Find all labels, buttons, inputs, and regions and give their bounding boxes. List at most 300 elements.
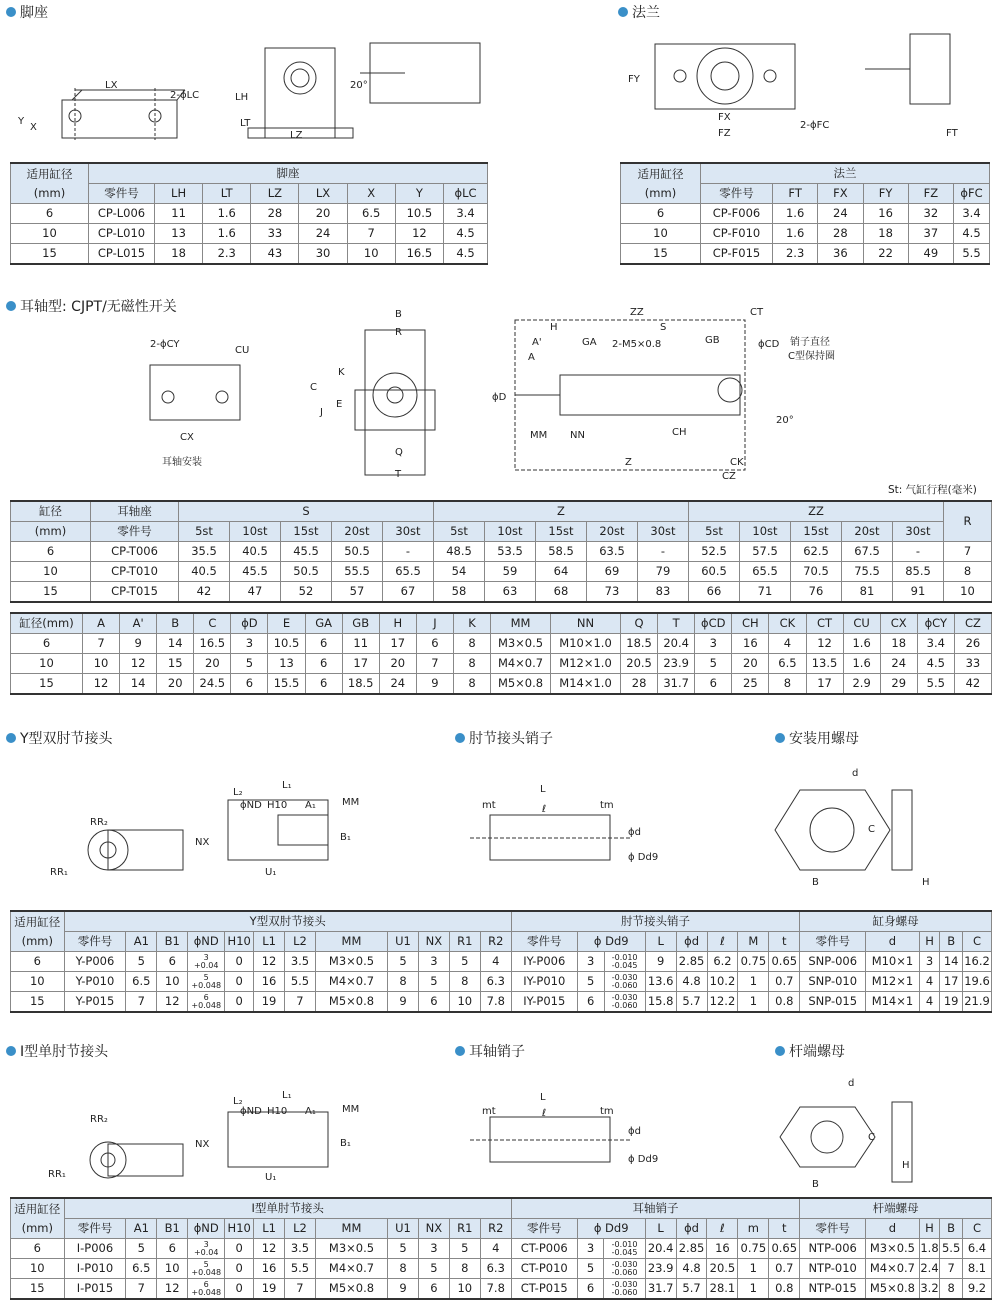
flange-drawing	[610, 24, 995, 144]
table-cell: 11	[155, 204, 203, 224]
svg-text:A₁: A₁	[305, 800, 316, 811]
tolerance-cell	[188, 992, 225, 1013]
table-cell: 0.65	[769, 1239, 800, 1259]
svg-text:CZ: CZ	[722, 471, 736, 482]
tolerance-lower: +0.048	[191, 1000, 222, 1010]
table-row	[621, 204, 990, 224]
svg-text:d: d	[848, 1078, 855, 1089]
table-cell: 8	[388, 972, 419, 992]
column-header: H	[379, 613, 416, 634]
table-cell: 6	[11, 634, 83, 654]
column-header: LZ	[251, 184, 299, 204]
table-cell: 4	[919, 972, 940, 992]
table-cell: M5×0.8	[491, 674, 551, 695]
table-cell: 0	[225, 972, 254, 992]
table-cell: 16.2	[962, 952, 991, 972]
tolerance-lower: +0.04	[193, 1247, 219, 1257]
svg-text:ℓ: ℓ	[542, 1108, 547, 1119]
table-cell: 66	[689, 582, 740, 603]
table-cell: CP-L010	[89, 224, 155, 244]
column-header: 10st	[230, 522, 281, 542]
table-cell: 9	[388, 992, 419, 1013]
header-cell: 适用缸径 (mm)	[11, 163, 89, 204]
tolerance-upper: -0.030	[611, 1279, 638, 1289]
table-cell: 0	[225, 952, 254, 972]
table-cell: 3	[231, 634, 268, 654]
foot-mount-drawing	[10, 28, 510, 143]
svg-text:CX: CX	[180, 432, 194, 443]
table-cell: 24	[818, 204, 863, 224]
table-cell: CT-P006	[511, 1239, 577, 1259]
table-cell: 33	[954, 654, 991, 674]
table-cell: 69	[587, 562, 638, 582]
table-cell: 7	[940, 1259, 963, 1279]
trunnion-drawing	[140, 305, 840, 485]
tolerance-upper: 5	[203, 1259, 209, 1269]
column-header: B	[157, 613, 194, 634]
table-cell: 83	[638, 582, 689, 603]
column-header: B1	[157, 932, 188, 952]
svg-text:C: C	[868, 1132, 875, 1143]
column-header: 15st	[791, 522, 842, 542]
svg-text:ϕND: ϕND	[240, 800, 262, 811]
svg-text:K: K	[338, 367, 345, 378]
table-cell: 6.5	[126, 972, 157, 992]
bullet-icon	[6, 7, 16, 17]
table-cell: 16	[254, 1259, 285, 1279]
table-cell: 23.9	[658, 654, 695, 674]
column-header: ϕD	[231, 613, 268, 634]
table-cell: 26	[954, 634, 991, 654]
column-header: L2	[285, 1219, 316, 1239]
table-cell: CP-T015	[91, 582, 179, 603]
table-cell: 5	[577, 972, 604, 992]
column-header: NX	[418, 1219, 449, 1239]
svg-text:20°: 20°	[350, 80, 368, 91]
column-header: 零件号	[511, 1219, 577, 1239]
table-cell: 9	[645, 952, 676, 972]
table-cell: 4.5	[954, 224, 990, 244]
svg-text:B₁: B₁	[340, 832, 351, 843]
table-cell: 4.5	[444, 224, 488, 244]
svg-text:T: T	[395, 469, 402, 480]
table-cell: 63.5	[587, 542, 638, 562]
table-cell: 7	[944, 542, 992, 562]
svg-text:LT: LT	[240, 118, 251, 129]
svg-text:LX: LX	[105, 80, 118, 91]
table-cell: 0.75	[738, 952, 769, 972]
table-row	[621, 244, 990, 265]
column-header: MM	[315, 932, 387, 952]
tolerance-cell	[188, 952, 225, 972]
table-cell: 10	[449, 992, 480, 1013]
table-cell: M12×1	[866, 972, 920, 992]
table-cell: 5	[126, 1239, 157, 1259]
column-header: 缸径(mm)	[11, 613, 83, 634]
table-cell: 81	[842, 582, 893, 603]
table-cell: CT-P010	[511, 1259, 577, 1279]
column-header: 零件号	[64, 1219, 126, 1239]
tolerance-lower: -0.060	[611, 980, 638, 990]
table-cell: 5	[449, 1239, 480, 1259]
svg-text:MM: MM	[530, 430, 548, 441]
column-header: H10	[225, 1219, 254, 1239]
table-cell: 12	[254, 952, 285, 972]
column-header: 20st	[332, 522, 383, 542]
table-cell: 14	[157, 634, 194, 654]
svg-text:A': A'	[532, 337, 542, 348]
svg-text:CK: CK	[730, 457, 744, 468]
column-header: A'	[120, 613, 157, 634]
table-cell: 0.7	[769, 972, 800, 992]
table-cell: 45.5	[281, 542, 332, 562]
section-foot: 脚座	[6, 2, 48, 22]
table-cell: 3.2	[919, 1279, 940, 1300]
table-cell: 8	[388, 1259, 419, 1279]
table-cell: 3.4	[444, 204, 488, 224]
column-header: 零件号	[511, 932, 577, 952]
column-header: U1	[388, 932, 419, 952]
table-cell: 20	[157, 674, 194, 695]
table-cell: M14×1	[866, 992, 920, 1013]
table-row	[11, 1239, 992, 1259]
foot-table: 适用缸径 (mm) 脚座 零件号 LH LT LZ LX X Y ϕLC 6 CP-L006 11 1.6 28 20 6.5 10.5 3.4 10 CP-L010 13 1.6 33 24 7 12 4.5 15 CP-L015 18 2.3 43 30 10 16.5 4.5	[10, 162, 488, 265]
table-cell: 0.65	[769, 952, 800, 972]
svg-text:L₂: L₂	[233, 787, 243, 798]
table-cell: 62.5	[791, 542, 842, 562]
table-cell: 0.8	[769, 992, 800, 1013]
column-header: ϕCD	[695, 613, 732, 634]
tolerance-lower: -0.060	[611, 1000, 638, 1010]
column-header: 5st	[689, 522, 740, 542]
table-cell: 10	[347, 244, 395, 265]
table-cell: 24.5	[194, 674, 231, 695]
table-cell: 19	[254, 992, 285, 1013]
table-cell: 79	[638, 562, 689, 582]
dimension-table	[10, 612, 992, 695]
svg-text:X: X	[30, 122, 37, 133]
table-cell: 57	[332, 582, 383, 603]
table-cell: 70.5	[791, 562, 842, 582]
column-header: 30st	[383, 522, 434, 542]
svg-text:耳轴安装: 耳轴安装	[162, 457, 202, 468]
column-header: H	[919, 1219, 940, 1239]
table-cell: M10×1	[866, 952, 920, 972]
svg-text:RR₂: RR₂	[90, 1114, 108, 1125]
table-cell: 19	[940, 992, 963, 1013]
table-cell: 14	[120, 674, 157, 695]
table-cell: 30	[299, 244, 347, 265]
table-cell: NTP-006	[800, 1239, 866, 1259]
svg-text:FZ: FZ	[718, 128, 731, 139]
svg-text:S: S	[660, 322, 667, 333]
svg-text:L₁: L₁	[282, 1090, 292, 1101]
svg-text:ZZ: ZZ	[630, 307, 644, 318]
column-header: CZ	[954, 613, 991, 634]
section-flange: 法兰	[618, 2, 660, 22]
svg-text:H: H	[902, 1160, 910, 1171]
tolerance-upper: -0.030	[611, 1259, 638, 1269]
table-cell: 5	[418, 972, 449, 992]
table-cell: 1.6	[203, 224, 251, 244]
table-cell: 4.8	[676, 972, 707, 992]
table-cell: 31.7	[658, 674, 695, 695]
table-cell: 6.2	[707, 952, 738, 972]
table-cell: 15	[11, 992, 65, 1013]
svg-text:B: B	[812, 877, 819, 888]
svg-text:GB: GB	[705, 335, 720, 346]
column-header: 5st	[434, 522, 485, 542]
column-header: 15st	[281, 522, 332, 542]
table-cell: 12	[120, 654, 157, 674]
svg-text:B₁: B₁	[340, 1138, 351, 1149]
table-cell: 35.5	[179, 542, 230, 562]
column-header: CK	[769, 613, 806, 634]
table-cell: 6	[416, 634, 453, 654]
table-cell: 18	[880, 634, 917, 654]
table-cell: 15.5	[268, 674, 305, 695]
table-cell: 1.6	[203, 204, 251, 224]
tolerance-upper: 3	[203, 1239, 209, 1249]
table-cell: 20.5	[707, 1259, 738, 1279]
svg-text:C型保持圈: C型保持圈	[788, 351, 835, 362]
table-cell: M4×0.7	[866, 1259, 920, 1279]
svg-text:E: E	[336, 399, 343, 410]
table-cell: 49	[908, 244, 953, 265]
section-i-joint: I型单肘节接头	[6, 1041, 108, 1061]
tolerance-cell	[604, 952, 645, 972]
tolerance-lower: +0.048	[191, 1267, 222, 1277]
table-cell: 17	[342, 654, 379, 674]
svg-text:2-ϕCY: 2-ϕCY	[150, 339, 180, 350]
column-header: 零件号	[64, 932, 126, 952]
table-cell: 6	[11, 542, 91, 562]
table-cell: 24	[880, 654, 917, 674]
column-header: ϕND	[188, 1219, 225, 1239]
column-header: FT	[773, 184, 818, 204]
stroke-note: St: 气缸行程(毫米)	[888, 484, 977, 496]
table-row	[11, 972, 992, 992]
trunnion-table: 缸径 耳轴座 S Z ZZ R (mm) 零件号 5st 10st 15st 20st 30st 5st 10st 15st 20st 30st 5st 10st 15st 20st 30st 6 CP-T006 35.5 40.5 45.5 50.5 - 48.5 53.5 58.5 63.5 - 52.5 57.5 62.5 67.5 - 7 10 CP-T010 40.5 45.5 50.5 55.5 65.5 54 59 64 69 79 60.5 65.5 70.5 75.5 85.5 8 15 CP-T015 42 47 52 57 67 58 63 68 73 83 66 71 76 81 91 10	[10, 500, 992, 603]
table-cell: 50.5	[281, 562, 332, 582]
table-cell: 2.4	[919, 1259, 940, 1279]
table-cell: 6	[621, 204, 701, 224]
table-cell: 55.5	[332, 562, 383, 582]
svg-text:d: d	[852, 768, 859, 779]
table-cell: 68	[536, 582, 587, 603]
svg-text:mt: mt	[482, 1106, 496, 1117]
svg-text:ϕCD: ϕCD	[758, 339, 780, 350]
tolerance-upper: -0.010	[611, 1239, 638, 1249]
table-cell: 7	[347, 224, 395, 244]
svg-text:2-M5×0.8: 2-M5×0.8	[612, 339, 662, 350]
table-cell: 6	[695, 674, 732, 695]
table-cell: 4.8	[676, 1259, 707, 1279]
table-cell: CT-P015	[511, 1279, 577, 1300]
svg-text:GA: GA	[582, 337, 597, 348]
table-cell: 6	[577, 1279, 604, 1300]
table-cell: IY-P006	[511, 952, 577, 972]
table-cell: 2.9	[843, 674, 880, 695]
table-cell: 28	[251, 204, 299, 224]
table-cell: 12.2	[707, 992, 738, 1013]
column-header: 20st	[842, 522, 893, 542]
column-header: H	[919, 932, 940, 952]
table-cell: 1	[738, 1279, 769, 1300]
bullet-icon	[455, 733, 465, 743]
table-cell: 0	[225, 1239, 254, 1259]
table-cell: 12	[254, 1239, 285, 1259]
table-cell: 0.8	[769, 1279, 800, 1300]
svg-text:Z: Z	[625, 457, 632, 468]
table-cell: 58	[434, 582, 485, 603]
table-cell: 6	[418, 992, 449, 1013]
column-header: B	[940, 932, 963, 952]
column-header: A	[83, 613, 120, 634]
table-cell: 7	[285, 992, 316, 1013]
table-cell: 52.5	[689, 542, 740, 562]
table-cell: 8.1	[962, 1259, 991, 1279]
table-cell: CP-T006	[91, 542, 179, 562]
column-header: FY	[863, 184, 908, 204]
column-header: t	[769, 1219, 800, 1239]
column-header: 10st	[485, 522, 536, 542]
table-cell: 6.3	[480, 972, 511, 992]
table-cell: 10	[11, 562, 91, 582]
section-rod-nut: 杆端螺母	[775, 1041, 845, 1061]
svg-text:L: L	[540, 1092, 546, 1103]
table-cell: 13	[268, 654, 305, 674]
table-cell: 23.9	[645, 1259, 676, 1279]
table-cell: SNP-015	[800, 992, 866, 1013]
table-cell: M10×1.0	[551, 634, 621, 654]
table-cell: 1	[738, 972, 769, 992]
table-cell: 8	[453, 634, 490, 654]
column-header: d	[866, 1219, 920, 1239]
table-cell: -	[383, 542, 434, 562]
table-cell: SNP-010	[800, 972, 866, 992]
table-cell: NTP-015	[800, 1279, 866, 1300]
table-cell: 6.5	[347, 204, 395, 224]
column-header: LH	[155, 184, 203, 204]
svg-text:FX: FX	[718, 112, 731, 123]
table-cell: M5×0.8	[866, 1279, 920, 1300]
table-cell: I-P015	[64, 1279, 126, 1300]
table-cell: 5.7	[676, 1279, 707, 1300]
table-cell: 8	[769, 674, 806, 695]
table-cell: M3×0.5	[491, 634, 551, 654]
table-cell: 15.8	[645, 992, 676, 1013]
table-cell: CP-F006	[701, 204, 773, 224]
table-cell: 2.85	[676, 1239, 707, 1259]
column-header: FX	[818, 184, 863, 204]
table-row	[11, 1279, 992, 1300]
table-cell: 1.8	[919, 1239, 940, 1259]
tolerance-cell	[604, 1279, 645, 1300]
tolerance-upper: -0.030	[611, 992, 638, 1002]
svg-text:C: C	[310, 382, 317, 393]
column-header: A1	[126, 1219, 157, 1239]
tolerance-upper: -0.010	[611, 952, 638, 962]
table-cell: 16	[707, 1239, 738, 1259]
svg-text:H10: H10	[267, 800, 288, 811]
bullet-icon	[618, 7, 628, 17]
table-cell: 17	[940, 972, 963, 992]
tolerance-lower: -0.060	[611, 1267, 638, 1277]
table-cell: 15	[11, 674, 83, 695]
table-cell: 7	[126, 1279, 157, 1300]
column-header: 5st	[179, 522, 230, 542]
table-row	[11, 992, 992, 1013]
section-trunnion: 耳轴型: CJPT/无磁性开关	[6, 296, 177, 316]
table-cell: 3	[919, 952, 940, 972]
table-cell: 13.5	[806, 654, 843, 674]
table-cell: 40.5	[230, 542, 281, 562]
table-cell: 42	[179, 582, 230, 603]
table-cell: 45.5	[230, 562, 281, 582]
table-cell: 33	[251, 224, 299, 244]
tolerance-lower: +0.04	[193, 960, 219, 970]
table-row	[11, 634, 992, 654]
table-cell: 6	[157, 952, 188, 972]
table-row	[11, 204, 488, 224]
table-cell: 8	[449, 1259, 480, 1279]
svg-text:L₂: L₂	[233, 1096, 243, 1107]
svg-text:NX: NX	[195, 837, 210, 848]
column-header: LT	[203, 184, 251, 204]
table-cell: 16	[863, 204, 908, 224]
svg-text:RR₁: RR₁	[50, 867, 68, 878]
table-cell: 1.6	[843, 654, 880, 674]
table-cell: 12	[83, 674, 120, 695]
table-cell: 16.5	[194, 634, 231, 654]
svg-text:2-ϕLC: 2-ϕLC	[170, 90, 200, 101]
table-cell: 48.5	[434, 542, 485, 562]
svg-text:U₁: U₁	[265, 1172, 277, 1183]
table-cell: 5.5	[917, 674, 954, 695]
table-cell: 15	[11, 1279, 65, 1300]
table-cell: I-P006	[64, 1239, 126, 1259]
table-cell: M14×1.0	[551, 674, 621, 695]
tolerance-cell	[604, 1259, 645, 1279]
section-trunnion-pin: 耳轴销子	[455, 1041, 525, 1061]
tolerance-lower: +0.048	[191, 980, 222, 990]
table-cell: 12	[157, 1279, 188, 1300]
table-cell: 7	[126, 992, 157, 1013]
table-cell: 10	[621, 224, 701, 244]
tolerance-upper: 6	[203, 1279, 209, 1289]
table-cell: 0.75	[738, 1239, 769, 1259]
column-header: ϕND	[188, 932, 225, 952]
table-cell: 6	[157, 1239, 188, 1259]
column-header: ϕCY	[917, 613, 954, 634]
table-cell: 20	[732, 654, 769, 674]
table-cell: 2.3	[203, 244, 251, 265]
tolerance-cell	[188, 1259, 225, 1279]
table-cell: 28.1	[707, 1279, 738, 1300]
svg-text:LH: LH	[235, 92, 249, 103]
tolerance-lower: -0.045	[611, 960, 638, 970]
table-cell: 10	[157, 972, 188, 992]
table-cell: M4×0.7	[491, 654, 551, 674]
table-cell: 8	[453, 654, 490, 674]
table-cell: 20	[379, 654, 416, 674]
table-cell: 37	[908, 224, 953, 244]
table-cell: 4	[769, 634, 806, 654]
svg-text:RR₁: RR₁	[48, 1169, 66, 1180]
column-header: X	[347, 184, 395, 204]
table-cell: 6.5	[126, 1259, 157, 1279]
